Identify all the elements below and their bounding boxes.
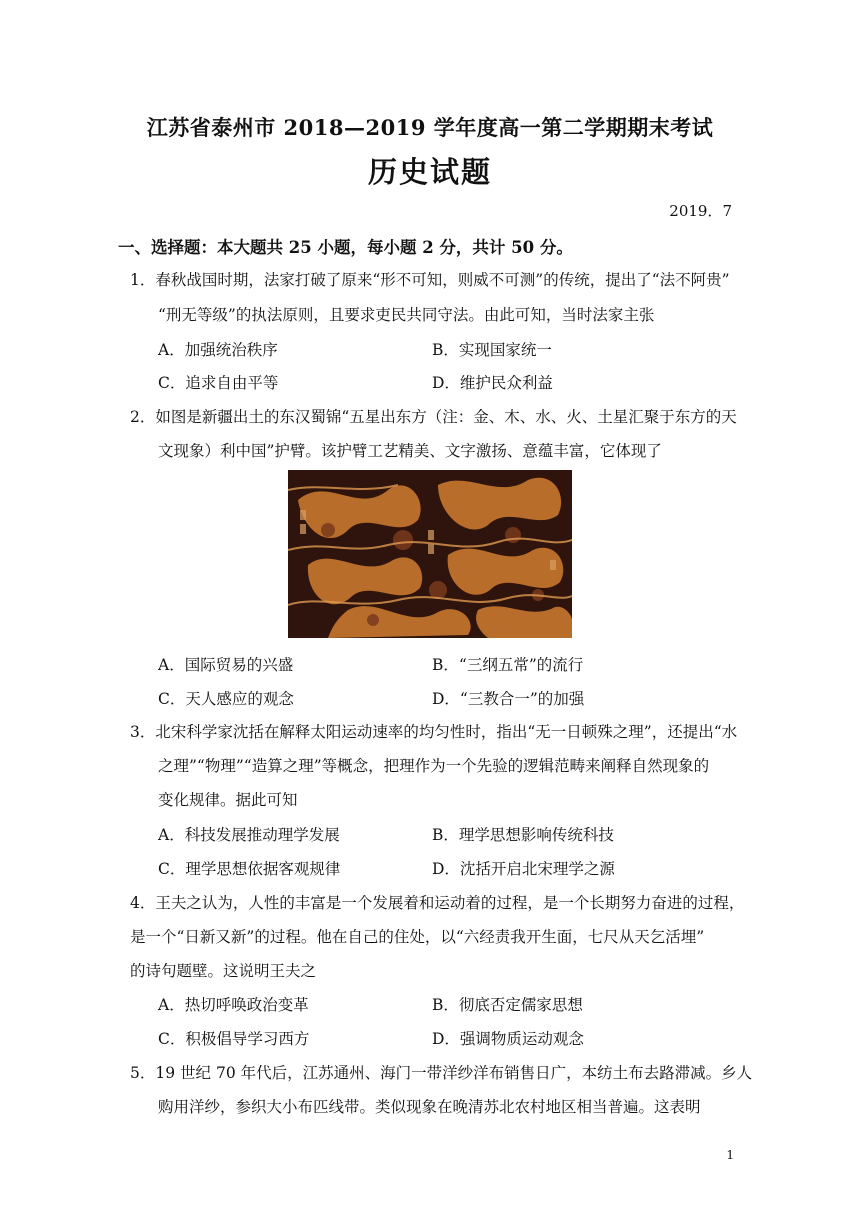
question-line: 的诗句题壁。这说明王夫之: [130, 962, 317, 980]
option-d: D．沈括开启北宋理学之源: [432, 860, 615, 878]
question-number: 4．: [130, 894, 156, 912]
page-number: 1: [726, 1148, 734, 1162]
question-line: 之理”“物理”“造算之理”等概念，把理作为一个先验的逻辑范畴来阐释自然现象的: [158, 757, 710, 775]
option-c: C．天人感应的观念: [158, 690, 294, 708]
question-line: 变化规律。据此可知: [158, 791, 298, 809]
option-d: D．强调物质运动观念: [432, 1030, 584, 1048]
option-d: D．维护民众利益: [432, 374, 553, 392]
option-a: A．热切呼唤政治变革: [158, 996, 309, 1014]
option-c: C．积极倡导学习西方: [158, 1030, 310, 1048]
option-b: B．“三纲五常”的流行: [432, 656, 584, 674]
option-b: B．实现国家统一: [432, 341, 552, 359]
section-heading: 一、选择题：本大题共 25 小题，每小题 2 分，共计 50 分。: [118, 238, 573, 257]
question-line: “刑无等级”的执法原则，且要求吏民共同守法。由此可知，当时法家主张: [158, 306, 655, 324]
option-c: C．追求自由平等: [158, 374, 279, 392]
option-c: C．理学思想依据客观规律: [158, 860, 341, 878]
question-number: 2．: [130, 408, 156, 426]
question-text: 北宋科学家沈括在解释太阳运动速率的均匀性时，指出“无一日顿殊之理”，还提出“水: [155, 723, 738, 741]
question-number: 5．: [130, 1064, 156, 1082]
option-b: B．彻底否定儒家思想: [432, 996, 583, 1014]
question-line: [130, 1061, 752, 1083]
option-a: A．加强统治秩序: [158, 341, 278, 359]
exam-title: 江苏省泰州市 2018—2019 学年度高一第二学期期末考试: [146, 115, 714, 140]
question-line: [130, 720, 737, 742]
question-line: [130, 268, 730, 290]
question-line: [130, 405, 737, 427]
question-number: 3．: [130, 723, 156, 741]
question-line: 文现象）利中国”护臂。该护臂工艺精美、文字激扬、意蕴丰富，它体现了: [158, 442, 662, 460]
option-b: B．理学思想影响传统科技: [432, 826, 614, 844]
exam-date: 2019．7: [669, 202, 732, 220]
question-text: 王夫之认为，人性的丰富是一个发展着和运动着的过程，是一个长期努力奋进的过程，: [155, 894, 745, 912]
question-line: 购用洋纱，参织大小布匹线带。类似现象在晚清苏北农村地区相当普遍。这表明: [158, 1098, 701, 1116]
brocade-armguard-image: [288, 470, 572, 638]
option-d: D．“三教合一”的加强: [432, 690, 585, 708]
option-a: A．科技发展推动理学发展: [158, 826, 340, 844]
question-number: 1．: [130, 271, 156, 289]
exam-subject-title: 历史试题: [367, 155, 492, 189]
question-line: [130, 891, 744, 913]
question-text: 春秋战国时期，法家打破了原来“形不可知，则威不可测”的传统，提出了“法不阿贵”: [155, 271, 730, 289]
question-text: 如图是新疆出土的东汉蜀锦“五星出东方（注：金、木、水、火、土星汇聚于东方的天: [155, 408, 737, 426]
option-a: A．国际贸易的兴盛: [158, 656, 294, 674]
question-line: 是一个“日新又新”的过程。他在自己的住处，以“六经责我开生面，七尺从天乞活埋”: [130, 928, 705, 946]
question-text: 19 世纪 70 年代后，江苏通州、海门一带洋纱洋布销售日广，本纺土布去路滞减。乡人: [155, 1064, 753, 1082]
